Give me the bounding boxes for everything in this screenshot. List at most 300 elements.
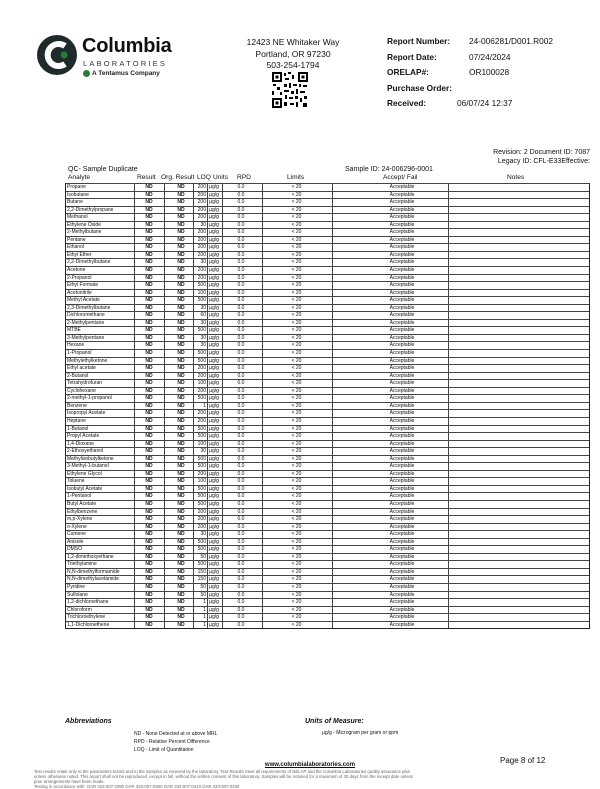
- cell-result: ND: [145, 229, 153, 236]
- col-loq: LOQ: [197, 174, 211, 181]
- table-row: [66, 575, 589, 583]
- cell-limits: < 20: [291, 561, 302, 568]
- cell-limits: < 20: [291, 425, 302, 432]
- cell-org-result: ND: [177, 425, 185, 432]
- cell-org-result: ND: [177, 372, 185, 379]
- cell-org-result: ND: [177, 538, 185, 545]
- cell-analyte: 2,2-Dimethylpropane: [67, 206, 114, 213]
- cell-analyte: Pentane: [67, 236, 86, 243]
- cell-org-result: ND: [177, 433, 185, 440]
- table-row: [66, 606, 589, 614]
- cell-accept: Acceptable: [389, 184, 415, 190]
- table-row: [66, 470, 589, 478]
- cell-analyte: 2-methyl-1-propanol: [67, 395, 112, 402]
- cell-accept: Acceptable: [389, 614, 415, 621]
- cell-limits: < 20: [291, 508, 302, 515]
- cell-limits: < 20: [291, 433, 302, 440]
- cell-org-result: ND: [177, 576, 185, 583]
- cell-rpd: 0.0: [237, 395, 245, 402]
- cell-rpd: 0.0: [237, 244, 245, 251]
- cell-analyte: Heptane: [67, 417, 86, 424]
- cell-org-result: ND: [177, 455, 185, 462]
- cell-loq: 500: [197, 357, 206, 364]
- cell-units: µg/g: [209, 455, 219, 462]
- cell-loq: 200: [197, 206, 206, 213]
- cell-accept: Acceptable: [389, 531, 415, 538]
- cell-org-result: ND: [177, 236, 185, 243]
- cell-units: µg/g: [209, 621, 219, 628]
- cell-rpd: 0.0: [237, 523, 245, 530]
- cell-loq: 200: [197, 214, 206, 221]
- cell-rpd: 0.0: [237, 251, 245, 258]
- cell-units: µg/g: [209, 221, 219, 228]
- cell-result: ND: [145, 304, 153, 311]
- table-row: [66, 296, 589, 304]
- cell-rpd: 0.0: [237, 614, 245, 621]
- abbr-loq: LOQ - Limit of Quantitation: [134, 747, 194, 753]
- cell-loq: 500: [197, 425, 206, 432]
- cell-analyte: m,p-Xylene: [67, 516, 93, 523]
- cell-result: ND: [145, 191, 153, 198]
- cell-analyte: Sulfolane: [67, 591, 88, 598]
- cell-org-result: ND: [177, 621, 185, 628]
- table-row: [66, 440, 589, 448]
- cell-rpd: 0.0: [237, 229, 245, 236]
- cell-analyte: 1-Pentanol: [67, 493, 92, 500]
- cell-units: µg/g: [209, 463, 219, 470]
- cell-limits: < 20: [291, 191, 302, 198]
- cell-analyte: 3-Methylpentane: [67, 334, 105, 341]
- cell-accept: Acceptable: [389, 561, 415, 568]
- cell-limits: < 20: [291, 583, 302, 590]
- page-number: Page 8 of 12: [500, 756, 546, 765]
- cell-org-result: ND: [177, 191, 185, 198]
- cell-result: ND: [145, 493, 153, 500]
- cell-accept: Acceptable: [389, 583, 415, 590]
- cell-units: µg/g: [209, 410, 219, 417]
- website-link[interactable]: www.columbialaboratories.com: [264, 762, 356, 768]
- cell-result: ND: [145, 614, 153, 621]
- cell-limits: < 20: [291, 319, 302, 326]
- cell-org-result: ND: [177, 312, 185, 319]
- cell-limits: < 20: [291, 621, 302, 628]
- disclaimer: [34, 769, 590, 789]
- cell-units: µg/g: [209, 516, 219, 523]
- cell-analyte: Ethylene Oxide: [67, 221, 101, 228]
- cell-org-result: ND: [177, 342, 185, 349]
- cell-loq: 200: [197, 417, 206, 424]
- cell-org-result: ND: [177, 327, 185, 334]
- cell-loq: 100: [197, 380, 206, 387]
- cell-org-result: ND: [177, 410, 185, 417]
- cell-loq: 500: [197, 546, 206, 553]
- cell-analyte: Acetonitrile: [67, 289, 92, 296]
- qc-section-title: QC- Sample Duplicate: [68, 166, 138, 173]
- cell-accept: Acceptable: [389, 251, 415, 258]
- table-row: [66, 221, 589, 229]
- phone: 503-254-1794: [266, 60, 320, 70]
- abbreviations-title: Abbreviations: [65, 718, 112, 725]
- table-row: [66, 349, 589, 357]
- cell-rpd: 0.0: [237, 561, 245, 568]
- cell-rpd: 0.0: [237, 342, 245, 349]
- cell-limits: < 20: [291, 380, 302, 387]
- cell-limits: < 20: [291, 395, 302, 402]
- cell-limits: < 20: [291, 214, 302, 221]
- cell-result: ND: [145, 206, 153, 213]
- table-row: [66, 485, 589, 493]
- cell-units: µg/g: [209, 576, 219, 583]
- table-row: [66, 243, 589, 251]
- cell-accept: Acceptable: [389, 236, 415, 243]
- cell-accept: Acceptable: [389, 493, 415, 500]
- cell-analyte: 2-Methylpentane: [67, 319, 105, 326]
- cell-org-result: ND: [177, 297, 185, 304]
- cell-loq: 200: [197, 508, 206, 515]
- cell-rpd: 0.0: [237, 372, 245, 379]
- cell-rpd: 0.0: [237, 591, 245, 598]
- cell-accept: Acceptable: [389, 500, 415, 507]
- cell-units: µg/g: [209, 599, 219, 606]
- cell-rpd: 0.0: [237, 508, 245, 515]
- cell-result: ND: [145, 274, 153, 281]
- cell-loq: 200: [197, 236, 206, 243]
- orelap-label: ORELAP#:: [387, 67, 429, 77]
- cell-result: ND: [145, 591, 153, 598]
- cell-analyte: Ethyl acetate: [67, 365, 96, 372]
- col-units: Units: [213, 174, 229, 181]
- cell-rpd: 0.0: [237, 463, 245, 470]
- cell-rpd: 0.0: [237, 448, 245, 455]
- cell-units: µg/g: [209, 553, 219, 560]
- cell-limits: < 20: [291, 531, 302, 538]
- cell-rpd: 0.0: [237, 538, 245, 545]
- table-row: [66, 326, 589, 334]
- cell-rpd: 0.0: [237, 387, 245, 394]
- cell-accept: Acceptable: [389, 229, 415, 236]
- cell-limits: < 20: [291, 304, 302, 311]
- cell-org-result: ND: [177, 199, 185, 206]
- report-date-row: [387, 52, 592, 68]
- cell-result: ND: [145, 576, 153, 583]
- cell-accept: Acceptable: [389, 546, 415, 553]
- cell-limits: < 20: [291, 500, 302, 507]
- lab-address: [228, 37, 358, 72]
- cell-org-result: ND: [177, 274, 185, 281]
- cell-accept: Acceptable: [389, 357, 415, 364]
- cell-accept: Acceptable: [389, 576, 415, 583]
- cell-loq: 30: [200, 448, 206, 455]
- cell-loq: 30: [200, 259, 206, 266]
- cell-rpd: 0.0: [237, 470, 245, 477]
- cell-loq: 200: [197, 251, 206, 258]
- cell-units: µg/g: [209, 531, 219, 538]
- cell-limits: < 20: [291, 259, 302, 266]
- cell-loq: 200: [197, 387, 206, 394]
- cell-result: ND: [145, 417, 153, 424]
- cell-loq: 200: [197, 191, 206, 198]
- cell-accept: Acceptable: [389, 206, 415, 213]
- cell-result: ND: [145, 470, 153, 477]
- cell-units: µg/g: [209, 267, 219, 274]
- table-row: [66, 281, 589, 289]
- cell-result: ND: [145, 531, 153, 538]
- cell-units: µg/g: [209, 425, 219, 432]
- table-row: [66, 500, 589, 508]
- company-name: Columbia: [82, 35, 172, 57]
- abbr-nd: ND - None Detected at or above MRL: [134, 731, 218, 737]
- cell-analyte: Acetone: [67, 267, 86, 274]
- disclaimer-line: unless otherwise noted. This report shall not be reproduced, except in full, without the written consent of this laboratory. Samples will be retained for a maximum of 30 days from the receipt date unless: [34, 774, 413, 779]
- cell-analyte: MTBE: [67, 327, 81, 334]
- cell-analyte: Hexane: [67, 342, 85, 349]
- cell-rpd: 0.0: [237, 365, 245, 372]
- cell-limits: < 20: [291, 606, 302, 613]
- cell-org-result: ND: [177, 591, 185, 598]
- cell-loq: 1: [203, 614, 206, 621]
- cell-rpd: 0.0: [237, 350, 245, 357]
- cell-units: µg/g: [209, 334, 219, 341]
- cell-result: ND: [145, 282, 153, 289]
- cell-org-result: ND: [177, 568, 185, 575]
- revision-line1: Revision: 2 Document ID: 7087: [493, 149, 590, 156]
- table-row: [66, 289, 589, 297]
- cell-org-result: ND: [177, 500, 185, 507]
- cell-loq: 500: [197, 500, 206, 507]
- cell-analyte: Methanol: [67, 214, 88, 221]
- cell-result: ND: [145, 463, 153, 470]
- company-sub: LABORATORIES: [83, 59, 168, 68]
- cell-result: ND: [145, 402, 153, 409]
- cell-rpd: 0.0: [237, 606, 245, 613]
- cell-units: µg/g: [209, 402, 219, 409]
- table-row: [66, 258, 589, 266]
- cell-analyte: Cyclohexane: [67, 387, 96, 394]
- cell-rpd: 0.0: [237, 214, 245, 221]
- cell-analyte: 1-Butanol: [67, 425, 89, 432]
- table-row: [66, 545, 589, 553]
- cell-result: ND: [145, 267, 153, 274]
- cell-org-result: ND: [177, 599, 185, 606]
- cell-org-result: ND: [177, 553, 185, 560]
- cell-accept: Acceptable: [389, 282, 415, 289]
- cell-accept: Acceptable: [389, 221, 415, 228]
- cell-units: µg/g: [209, 606, 219, 613]
- table-row: [66, 191, 589, 199]
- cell-limits: < 20: [291, 485, 302, 492]
- cell-result: ND: [145, 561, 153, 568]
- cell-accept: Acceptable: [389, 621, 415, 628]
- cell-limits: < 20: [291, 350, 302, 357]
- cell-result: ND: [145, 327, 153, 334]
- cell-analyte: N,N-dimethylformamide: [67, 568, 120, 575]
- company-logo: [36, 34, 196, 80]
- cell-rpd: 0.0: [237, 259, 245, 266]
- cell-org-result: ND: [177, 561, 185, 568]
- table-row: [66, 568, 589, 576]
- cell-accept: Acceptable: [389, 448, 415, 455]
- cell-loq: 1: [203, 606, 206, 613]
- cell-limits: < 20: [291, 274, 302, 281]
- table-row: [66, 394, 589, 402]
- cell-units: µg/g: [209, 395, 219, 402]
- cell-analyte: 1,4-Dioxane: [67, 440, 94, 447]
- cell-units: µg/g: [209, 259, 219, 266]
- cell-units: µg/g: [209, 289, 219, 296]
- cell-accept: Acceptable: [389, 433, 415, 440]
- cell-limits: < 20: [291, 538, 302, 545]
- cell-result: ND: [145, 395, 153, 402]
- cell-analyte: 3-Methyl-1-butanol: [67, 463, 109, 470]
- cell-limits: < 20: [291, 553, 302, 560]
- results-table: [65, 183, 590, 629]
- cell-result: ND: [145, 538, 153, 545]
- cell-units: µg/g: [209, 448, 219, 455]
- table-row: [66, 598, 589, 606]
- cell-accept: Acceptable: [389, 478, 415, 485]
- cell-limits: < 20: [291, 546, 302, 553]
- cell-analyte: Propyl Acetate: [67, 433, 100, 440]
- cell-rpd: 0.0: [237, 402, 245, 409]
- cell-loq: 1: [203, 621, 206, 628]
- cell-org-result: ND: [177, 221, 185, 228]
- cell-rpd: 0.0: [237, 576, 245, 583]
- cell-rpd: 0.0: [237, 334, 245, 341]
- address-line2: Portland, OR 97230: [255, 48, 331, 59]
- table-row: [66, 508, 589, 516]
- cell-result: ND: [145, 350, 153, 357]
- cell-result: ND: [145, 334, 153, 341]
- cell-accept: Acceptable: [389, 440, 415, 447]
- cell-rpd: 0.0: [237, 455, 245, 462]
- table-row: [66, 447, 589, 455]
- cell-limits: < 20: [291, 493, 302, 500]
- cell-limits: < 20: [291, 184, 302, 190]
- report-number-row: [387, 36, 592, 52]
- cell-org-result: ND: [177, 184, 185, 190]
- cell-rpd: 0.0: [237, 327, 245, 334]
- cell-accept: Acceptable: [389, 191, 415, 198]
- table-row: [66, 621, 589, 629]
- cell-analyte: 1-Propanol: [67, 350, 92, 357]
- col-org-result: Org. Result: [161, 174, 195, 181]
- cell-result: ND: [145, 199, 153, 206]
- cell-org-result: ND: [177, 365, 185, 372]
- cell-org-result: ND: [177, 206, 185, 213]
- cell-accept: Acceptable: [389, 425, 415, 432]
- cell-rpd: 0.0: [237, 357, 245, 364]
- report-number-value: 24-006281/D001.R002: [469, 36, 553, 46]
- cell-accept: Acceptable: [389, 297, 415, 304]
- cell-result: ND: [145, 357, 153, 364]
- revision-line2: Legacy ID: CFL-E33Effective:: [497, 158, 590, 165]
- cell-rpd: 0.0: [237, 546, 245, 553]
- cell-rpd: 0.0: [237, 206, 245, 213]
- cell-rpd: 0.0: [237, 516, 245, 523]
- cell-units: µg/g: [209, 357, 219, 364]
- cell-accept: Acceptable: [389, 402, 415, 409]
- units-item: µg/g - Microgram per gram or ppm: [322, 730, 399, 736]
- cell-units: µg/g: [209, 229, 219, 236]
- table-row: [66, 236, 589, 244]
- cell-accept: Acceptable: [389, 485, 415, 492]
- cell-units: µg/g: [209, 387, 219, 394]
- cell-analyte: 1,1-Dichloroethene: [67, 621, 110, 628]
- cell-rpd: 0.0: [237, 553, 245, 560]
- cell-loq: 200: [197, 267, 206, 274]
- cell-units: µg/g: [209, 591, 219, 598]
- cell-loq: 200: [197, 365, 206, 372]
- cell-analyte: Ethanol: [67, 244, 84, 251]
- cell-loq: 200: [197, 410, 206, 417]
- cell-units: µg/g: [209, 478, 219, 485]
- cell-analyte: Isobutyl Acetate: [67, 485, 103, 492]
- cell-result: ND: [145, 583, 153, 590]
- cell-loq: 500: [197, 561, 206, 568]
- units-title: Units of Measure:: [305, 718, 364, 725]
- cell-loq: 200: [197, 523, 206, 530]
- cell-accept: Acceptable: [389, 267, 415, 274]
- cell-units: µg/g: [209, 327, 219, 334]
- cell-org-result: ND: [177, 531, 185, 538]
- cell-limits: < 20: [291, 410, 302, 417]
- cell-result: ND: [145, 372, 153, 379]
- cell-result: ND: [145, 251, 153, 258]
- cell-accept: Acceptable: [389, 508, 415, 515]
- cell-units: µg/g: [209, 433, 219, 440]
- cell-loq: 1: [203, 402, 206, 409]
- cell-units: µg/g: [209, 561, 219, 568]
- cell-org-result: ND: [177, 463, 185, 470]
- cell-org-result: ND: [177, 251, 185, 258]
- table-row: [66, 387, 589, 395]
- cell-org-result: ND: [177, 614, 185, 621]
- cell-org-result: ND: [177, 380, 185, 387]
- received-label: Received:: [387, 98, 427, 108]
- cell-loq: 30: [200, 334, 206, 341]
- cell-analyte: Triethylamine: [67, 561, 97, 568]
- cell-result: ND: [145, 244, 153, 251]
- cell-limits: < 20: [291, 591, 302, 598]
- cell-loq: 500: [197, 433, 206, 440]
- table-row: [66, 379, 589, 387]
- cell-result: ND: [145, 478, 153, 485]
- cell-analyte: 2-Methylbutane: [67, 229, 102, 236]
- cell-accept: Acceptable: [389, 395, 415, 402]
- cell-org-result: ND: [177, 259, 185, 266]
- cell-analyte: Ethyl Ether: [67, 251, 92, 258]
- cell-loq: 200: [197, 229, 206, 236]
- cell-result: ND: [145, 546, 153, 553]
- cell-units: µg/g: [209, 614, 219, 621]
- table-row: [66, 251, 589, 259]
- cell-limits: < 20: [291, 206, 302, 213]
- report-info: [387, 36, 592, 114]
- cell-org-result: ND: [177, 214, 185, 221]
- cell-units: µg/g: [209, 342, 219, 349]
- cell-result: ND: [145, 523, 153, 530]
- table-row: [66, 425, 589, 433]
- cell-accept: Acceptable: [389, 516, 415, 523]
- table-row: [66, 213, 589, 221]
- cell-limits: < 20: [291, 312, 302, 319]
- cell-accept: Acceptable: [389, 417, 415, 424]
- cell-org-result: ND: [177, 334, 185, 341]
- cell-units: µg/g: [209, 365, 219, 372]
- cell-units: µg/g: [209, 236, 219, 243]
- cell-units: µg/g: [209, 244, 219, 251]
- cell-rpd: 0.0: [237, 493, 245, 500]
